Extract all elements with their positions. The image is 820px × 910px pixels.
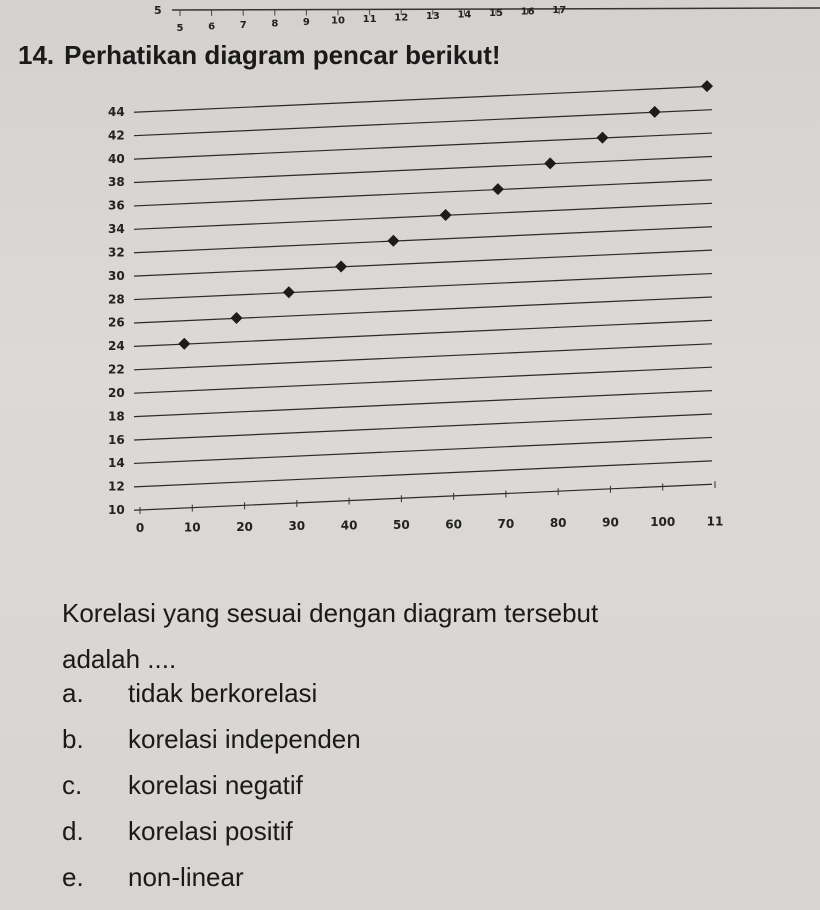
x-tick-label: 10: [183, 520, 201, 535]
option-text: korelasi independen: [128, 724, 361, 754]
option-letter: e.: [62, 862, 84, 892]
grid-line: [134, 437, 712, 463]
ruler-label: 15: [489, 8, 503, 19]
ruler-label: 14: [457, 9, 472, 21]
y-tick-label: 22: [108, 362, 125, 377]
y-tick-label: 32: [108, 245, 125, 260]
y-tick-label: 20: [108, 385, 125, 400]
top-ruler-strip: [0, 0, 820, 40]
option-a[interactable]: [62, 670, 361, 716]
option-d[interactable]: [62, 808, 361, 854]
ruler-label: 7: [239, 20, 247, 31]
option-letter: a.: [62, 678, 84, 708]
ruler-label: 11: [362, 14, 377, 25]
data-point: [649, 106, 661, 118]
scatter-chart-svg: [0, 80, 820, 550]
option-b[interactable]: [62, 716, 361, 762]
ruler-left-mark: 5: [154, 4, 162, 17]
question-heading: [18, 40, 501, 71]
grid-line: [134, 344, 712, 370]
x-tick-label: 50: [393, 518, 410, 532]
ruler-label: 8: [271, 18, 279, 30]
data-point: [283, 286, 295, 298]
y-tick-label: 18: [108, 409, 125, 424]
x-tick-label: 0: [135, 521, 145, 535]
x-tick-label: 70: [497, 516, 515, 531]
data-point: [544, 157, 556, 169]
x-tick-label: 90: [602, 515, 619, 530]
data-point: [335, 260, 347, 272]
grid-line: [134, 180, 712, 206]
y-tick-label: 38: [108, 175, 125, 190]
option-text: korelasi positif: [128, 816, 293, 846]
y-tick-label: 40: [108, 151, 125, 166]
y-tick-label: 42: [108, 128, 125, 143]
option-e[interactable]: [62, 854, 361, 900]
option-letter: d.: [62, 816, 84, 846]
y-tick-label: 44: [108, 105, 125, 119]
ruler-label: 17: [552, 5, 567, 16]
ruler-label: 5: [176, 23, 184, 34]
question-text-line-2: adalah ....: [62, 644, 177, 674]
y-tick-label: 16: [108, 432, 125, 447]
y-tick-label: 34: [108, 222, 125, 237]
option-c[interactable]: [62, 762, 361, 808]
y-tick-label: 36: [108, 198, 125, 213]
question-title-text: Perhatikan diagram pencar berikut!: [64, 40, 501, 70]
grid-line: [134, 297, 712, 323]
x-tick-label: 80: [549, 516, 567, 531]
data-point: [492, 183, 504, 195]
data-point: [440, 209, 452, 221]
x-tick-label: 30: [288, 519, 306, 534]
grid-line: [134, 461, 712, 487]
option-letter: c.: [62, 770, 83, 800]
x-tick-label: 100: [650, 515, 676, 529]
ruler-label: 10: [331, 15, 345, 27]
ruler-label: 9: [302, 17, 310, 28]
y-tick-label: 10: [108, 503, 125, 517]
option-letter: b.: [62, 724, 84, 754]
grid-line: [134, 274, 712, 300]
data-point: [387, 235, 399, 247]
y-tick-label: 24: [108, 339, 125, 354]
answer-options: [62, 670, 361, 900]
x-tick-label: 20: [236, 519, 253, 534]
ruler-label: 12: [394, 12, 409, 24]
grid-line: [134, 391, 712, 417]
data-point: [701, 80, 713, 92]
data-point: [178, 338, 190, 350]
grid-line: [134, 367, 712, 393]
grid-line: [134, 320, 712, 346]
grid-line: [134, 414, 712, 440]
x-tick-label: 40: [340, 518, 358, 533]
data-point: [596, 132, 608, 144]
grid-line: [134, 110, 712, 136]
grid-line: [134, 86, 712, 112]
scatter-chart: [0, 80, 820, 550]
y-tick-label: 14: [108, 456, 125, 471]
option-text: non-linear: [128, 862, 244, 892]
ruler-label: 6: [208, 21, 216, 33]
y-tick-label: 30: [108, 268, 125, 283]
y-tick-label: 28: [108, 292, 125, 307]
y-tick-label: 26: [108, 315, 125, 330]
question-text: [62, 590, 802, 682]
question-number: 14.: [18, 40, 55, 70]
grid-line: [134, 156, 712, 182]
x-tick-label: 60: [445, 517, 462, 532]
grid-line: [134, 484, 712, 510]
grid-line: [134, 250, 712, 276]
x-tick-label: 11: [706, 514, 724, 529]
y-tick-label: 12: [108, 479, 125, 494]
grid-line: [134, 203, 712, 229]
question-text-line-1: Korelasi yang sesuai dengan diagram tersebut: [62, 598, 599, 628]
option-text: korelasi negatif: [128, 770, 303, 800]
option-text: tidak berkorelasi: [128, 678, 318, 708]
data-point: [231, 312, 243, 324]
ruler-label: 13: [425, 11, 440, 22]
grid-line: [134, 227, 712, 253]
ruler-label: 16: [520, 6, 535, 18]
grid-line: [134, 133, 712, 159]
